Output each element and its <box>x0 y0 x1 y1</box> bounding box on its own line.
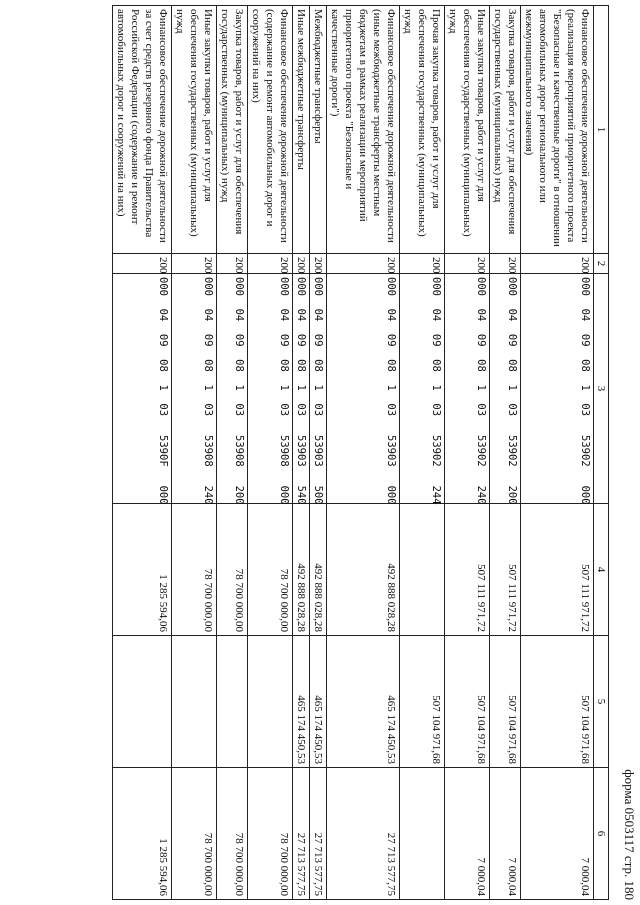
column-number-row <box>594 6 609 900</box>
row-remaining-amount: 78 700 000,00 <box>248 768 293 900</box>
table-row <box>172 6 217 900</box>
row-executed-amount: 507 104 971,68 <box>445 636 490 768</box>
form-reference: форма 0503117 стр. 180 <box>622 769 637 900</box>
row-approved-amount: 1 285 594,06 <box>113 504 172 636</box>
table-row <box>293 6 310 900</box>
row-line-code: 200 <box>217 254 248 274</box>
row-executed-amount: 507 104 971,68 <box>490 636 521 768</box>
row-remaining-amount: 7 000,04 <box>445 768 490 900</box>
row-approved-amount: 507 111 971,72 <box>521 504 594 636</box>
row-approved-amount: 492 888 028,28 <box>327 504 400 636</box>
table-row <box>113 6 172 900</box>
row-line-code: 200 <box>445 254 490 274</box>
row-remaining-amount: 78 700 000,00 <box>172 768 217 900</box>
row-budget-code: 000 04 09 08 1 03 53903 000 <box>327 274 400 504</box>
row-name: Закупка товаров, работ и услуг для обеспечения государственных (муниципальных) нужд <box>490 6 521 254</box>
row-budget-code: 000 04 09 08 1 03 53908 240 <box>172 274 217 504</box>
column-number-6: 6 <box>594 768 609 900</box>
row-approved-amount: 492 888 028,28 <box>293 504 310 636</box>
table-row <box>521 6 594 900</box>
rotated-page <box>72 5 637 900</box>
row-name: Финансовое обеспечение дорожной деятельности за счет средств резервного фонда Правительства Российской Федерации (содержание и ремонт автомобильных дорог и сооружений на них) <box>113 6 172 254</box>
row-executed-amount <box>217 636 248 768</box>
budget-execution-table <box>112 5 609 900</box>
table-row <box>490 6 521 900</box>
table-row <box>217 6 248 900</box>
row-line-code: 200 <box>490 254 521 274</box>
row-name: Закупка товаров, работ и услуг для обеспечения государственных (муниципальных) нужд <box>217 6 248 254</box>
table-row <box>327 6 400 900</box>
row-approved-amount <box>400 504 445 636</box>
row-budget-code: 000 04 09 08 1 03 53903 500 <box>310 274 327 504</box>
table-row <box>248 6 293 900</box>
row-approved-amount: 507 111 971,72 <box>490 504 521 636</box>
row-line-code: 200 <box>400 254 445 274</box>
row-executed-amount: 507 104 971,68 <box>400 636 445 768</box>
row-name: Финансовое обеспечение дорожной деятельности (реализация мероприятий приоритетного проекта "Безопасные и качественные дороги" в отношении автомобильных дорог регионального или межмуниципального значения) <box>521 6 594 254</box>
row-remaining-amount <box>400 768 445 900</box>
row-executed-amount <box>248 636 293 768</box>
row-executed-amount: 465 174 450,53 <box>293 636 310 768</box>
column-number-1: 1 <box>594 6 609 254</box>
row-line-code: 200 <box>172 254 217 274</box>
row-line-code: 200 <box>293 254 310 274</box>
row-budget-code: 000 04 09 08 1 03 53903 540 <box>293 274 310 504</box>
row-budget-code: 000 04 09 08 1 03 53902 200 <box>490 274 521 504</box>
row-line-code: 200 <box>327 254 400 274</box>
column-number-2: 2 <box>594 254 609 274</box>
row-executed-amount: 507 104 971,68 <box>521 636 594 768</box>
row-executed-amount <box>172 636 217 768</box>
row-budget-code: 000 04 09 08 1 03 53902 240 <box>445 274 490 504</box>
row-name: Финансовое обеспечение дорожной деятельности (содержание и ремонт автомобильных дорог и сооружений на них) <box>248 6 293 254</box>
row-approved-amount: 78 700 000,00 <box>248 504 293 636</box>
row-budget-code: 000 04 09 08 1 03 53902 244 <box>400 274 445 504</box>
row-approved-amount: 492 888 028,28 <box>310 504 327 636</box>
row-name: Финансовое обеспечение дорожной деятельности (иные межбюджетные трансферты местным бюджетам в рамках реализации мероприятий приоритетного проекта "Безопасные и качественные дороги") <box>327 6 400 254</box>
row-remaining-amount: 7 000,04 <box>490 768 521 900</box>
row-name: Иные закупки товаров, работ и услуг для обеспечения государственных (муниципальных) нужд <box>445 6 490 254</box>
table-body <box>113 6 609 900</box>
row-executed-amount: 465 174 450,53 <box>310 636 327 768</box>
row-executed-amount: 465 174 450,53 <box>327 636 400 768</box>
column-number-5: 5 <box>594 636 609 768</box>
row-approved-amount: 78 700 000,00 <box>217 504 248 636</box>
row-name: Прочая закупка товаров, работ и услуг для обеспечения государственных (муниципальных) нужд <box>400 6 445 254</box>
table-row <box>400 6 445 900</box>
row-remaining-amount: 27 713 577,75 <box>310 768 327 900</box>
row-remaining-amount: 27 713 577,75 <box>327 768 400 900</box>
row-budget-code: 000 04 09 08 1 03 53908 200 <box>217 274 248 504</box>
row-approved-amount: 78 700 000,00 <box>172 504 217 636</box>
row-line-code: 200 <box>113 254 172 274</box>
column-number-3: 3 <box>594 274 609 504</box>
row-budget-code: 000 04 09 08 1 03 53908 000 <box>248 274 293 504</box>
table-row <box>445 6 490 900</box>
row-line-code: 200 <box>248 254 293 274</box>
row-remaining-amount: 1 285 594,06 <box>113 768 172 900</box>
row-name: Иные межбюджетные трансферты <box>293 6 310 254</box>
table-row <box>310 6 327 900</box>
row-line-code: 200 <box>310 254 327 274</box>
row-name: Межбюджетные трансферты <box>310 6 327 254</box>
row-remaining-amount: 27 713 577,75 <box>293 768 310 900</box>
row-budget-code: 000 04 09 08 1 03 53902 000 <box>521 274 594 504</box>
row-executed-amount <box>113 636 172 768</box>
row-line-code: 200 <box>521 254 594 274</box>
row-remaining-amount: 78 700 000,00 <box>217 768 248 900</box>
row-remaining-amount: 7 000,04 <box>521 768 594 900</box>
row-name: Иные закупки товаров, работ и услуг для обеспечения государственных (муниципальных) нужд <box>172 6 217 254</box>
row-budget-code: 000 04 09 08 1 03 5390F 000 <box>113 274 172 504</box>
row-approved-amount: 507 111 971,72 <box>445 504 490 636</box>
column-number-4: 4 <box>594 504 609 636</box>
